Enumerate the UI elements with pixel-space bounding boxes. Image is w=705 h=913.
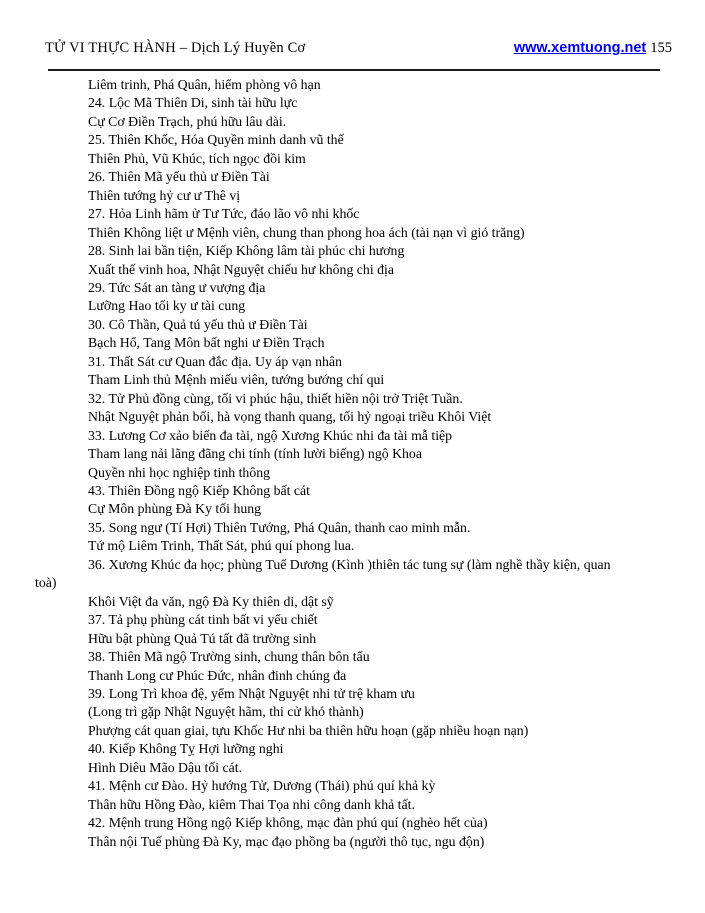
text-line: Thiên Không liệt ư Mệnh viên, chung than phong hoa ách (tài nạn vì gió trăng) xyxy=(88,224,525,240)
text-line: 42. Mệnh trung Hồng ngộ Kiếp không, mạc đàn phú quí (nghèo hết của) xyxy=(88,815,488,831)
text-line: Thiên Phủ, Vũ Khúc, tích ngọc đồi kim xyxy=(88,150,306,166)
text-line: Thanh Long cư Phúc Đức, nhân đinh chúng đa xyxy=(88,667,347,683)
text-line: 24. Lộc Mã Thiên Di, sinh tài hữu lực xyxy=(88,95,298,111)
text-line: 28. Sinh lai bần tiện, Kiếp Không lâm tài phúc chi hương xyxy=(88,243,405,259)
page-number: 155 xyxy=(650,40,672,56)
body-text xyxy=(35,76,680,851)
text-line: Hữu bật phùng Quả Tú tất đã trường sinh xyxy=(88,630,317,646)
text-line: Nhật Nguyệt phản bối, hà vọng thanh quang, tối hỷ ngoại triều Khôi Việt xyxy=(88,409,492,425)
text-line: Cự Môn phùng Đà Ky tối hung xyxy=(88,501,262,517)
text-line: 25. Thiên Khốc, Hóa Quyền minh danh vũ thế xyxy=(88,132,344,148)
text-line: Cự Cơ Điền Trạch, phú hữu lâu dài. xyxy=(88,113,287,129)
header-divider xyxy=(48,69,660,71)
text-line: 27. Hỏa Linh hãm ử Tư Tức, đáo lão vô nhi khốc xyxy=(88,206,360,222)
text-line: Quyền nhi học nghiệp tinh thông xyxy=(88,464,271,480)
header-right xyxy=(514,40,672,57)
text-line: Phượng cát quan giai, tựu Khốc Hư nhi ba thiên hữu hoạn (gặp nhiều hoạn nạn) xyxy=(88,722,529,738)
text-line: Khôi Việt đa văn, ngộ Đà Ky thiên di, dật sỹ xyxy=(88,593,334,609)
text-line: 40. Kiếp Không Tỵ Hợi lưỡng nghi xyxy=(88,741,284,757)
text-line: Liêm trinh, Phá Quân, hiểm phòng vô hạn xyxy=(88,77,321,92)
text-line: 38. Thiên Mã ngộ Trường sinh, chung thân bôn tẩu xyxy=(88,649,370,665)
text-line: 39. Long Trì khoa đệ, yểm Nhật Nguyệt nhi tử trệ kham ưu xyxy=(88,685,415,701)
website-link[interactable]: www.xemtuong.net xyxy=(513,40,647,56)
text-line: 30. Cô Thần, Quả tú yếu thủ ư Điền Tài xyxy=(88,316,308,332)
text-line: 29. Tức Sát an tàng ư vượng địa xyxy=(88,279,266,295)
text-line: Thân hữu Hồng Đào, kiêm Thai Tọa nhi công danh khả tất. xyxy=(88,796,415,812)
text-line: Tham Linh thủ Mệnh miếu viên, tướng bướng chí qui xyxy=(88,372,385,388)
text-line: 43. Thiên Đồng ngộ Kiếp Không bất cát xyxy=(88,482,310,498)
document-title: TỬ VI THỰC HÀNH – Dịch Lý Huyền Cơ xyxy=(45,40,306,56)
text-line: 32. Tử Phủ đồng cùng, tối vi phúc hậu, thiết hiền nội trở Triệt Tuần. xyxy=(88,390,463,406)
text-line: 36. Xương Khúc đa học; phùng Tuế Dương (Kình )thiên tác tung sự (làm nghề thầy kiện, quan xyxy=(88,556,611,572)
text-line: 41. Mệnh cư Đào. Hỷ hướng Tử, Dương (Thái) phú quí khả kỳ xyxy=(88,778,436,794)
text-line: (Long trì gặp Nhật Nguyệt hãm, thi cử khó thành) xyxy=(88,704,364,720)
text-line: 26. Thiên Mã yếu thủ ư Điền Tài xyxy=(88,169,270,185)
text-line: Xuất thế vinh hoa, Nhật Nguyệt chiếu hư không chi địa xyxy=(88,261,394,277)
text-line: Hình Diêu Mão Dậu tối cát. xyxy=(88,759,243,775)
text-line: Thân nội Tuế phùng Đà Ky, mạc đạo phồng ba (người thô tục, ngu độn) xyxy=(88,833,485,849)
text-line: Thiên tướng hỷ cư ư Thê vị xyxy=(88,187,241,203)
page-header xyxy=(45,40,672,57)
text-line: Tham lang nải lãng đãng chi tính (tính lười biếng) ngộ Khoa xyxy=(88,446,422,462)
text-line: Bạch Hổ, Tang Môn bất nghi ư Điền Trạch xyxy=(88,335,325,351)
text-line: 37. Tả phụ phùng cát tinh bất vi yểu chiết xyxy=(88,612,318,628)
text-line: 35. Song ngư (Tí Hợi) Thiên Tướng, Phá Quân, thanh cao minh mẫn. xyxy=(88,519,471,535)
text-line: Tứ mộ Liêm Trinh, Thất Sát, phú quí phong lua. xyxy=(88,538,355,554)
text-line: 33. Lương Cơ xảo biến đa tài, ngộ Xương Khúc nhi đa tài mẫ tiệp xyxy=(88,427,453,443)
text-line: Lưỡng Hao tối ky ư tài cung xyxy=(88,298,246,314)
text-line: 31. Thất Sát cư Quan đắc địa. Uy áp vạn nhân xyxy=(88,353,342,369)
text-line: toà) xyxy=(35,575,57,591)
